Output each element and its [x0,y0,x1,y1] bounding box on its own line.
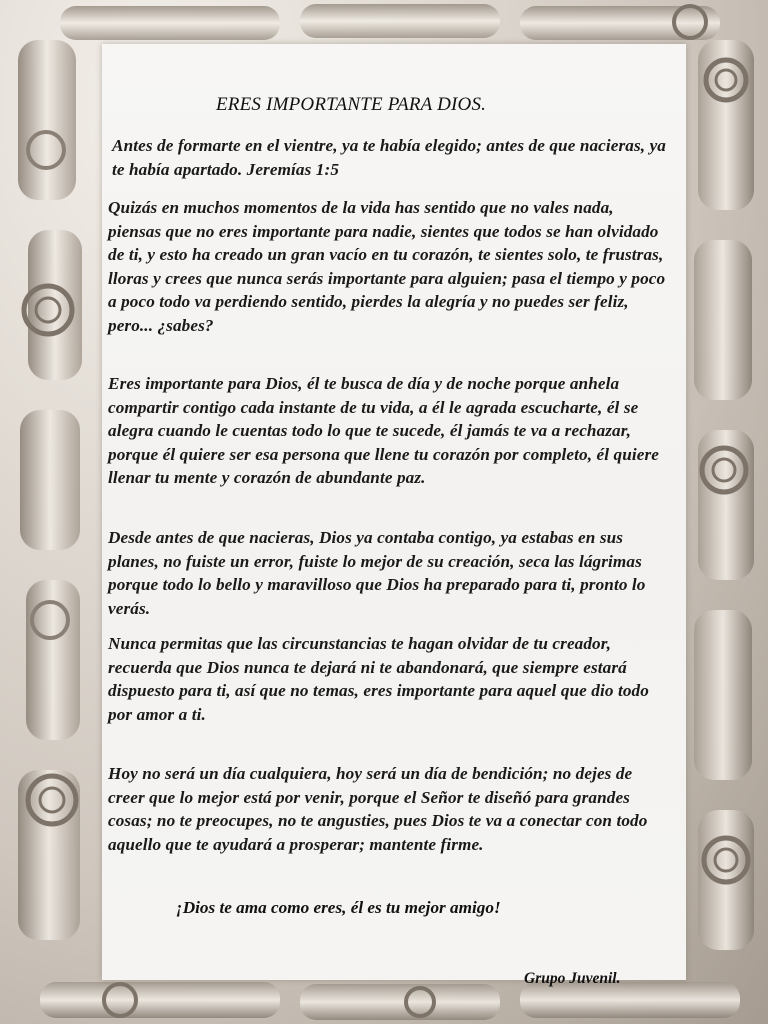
signature: Grupo Juvenil. [524,970,621,987]
paragraph-4: Nunca permitas que las circunstancias te hagan olvidar de tu creador, recuerda que Dios nunca te dejará ni te abandonará, que siempre estará dispuesto para ti, así que no temas, eres importante para aquel que dio todo por amor a ti. [108,634,649,724]
scroll-border-top [0,0,768,48]
paragraph-1-block [108,196,668,338]
paragraph-1: Quizás en muchos momentos de la vida has sentido que no vales nada, piensas que no eres importante para nadie, sientes que todos se han olvidado de ti, y esto ha creado un gran vacío en tu corazón, te sientes solo, te frustras, lloras y crees que nunca serás importante para alguien; pasa el tiempo y poco a poco todo va perdiendo sentido, pierdes la alegría y no puedes ser feliz, pero... ¿sabes? [108,198,666,335]
paragraph-5: Hoy no será un día cualquiera, hoy será un día de bendición; no dejes de creer que lo mejor está por venir, porque el Señor te diseñó para grandes cosas; no te preocupes, no te angusties, pues Dios te va a conectar con todo aquello que te ayudará a prosperar; mantente firme. [108,764,648,854]
paragraph-3: Desde antes de que nacieras, Dios ya contaba contigo, ya estabas en sus planes, no fuiste un error, fuiste lo mejor de su creación, seca las lágrimas porque todo lo bello y maravilloso que Dios ha preparado para ti, pronto lo verás. [108,528,646,618]
paragraph-4-block [108,632,668,726]
epigraph: Antes de formarte en el vientre, ya te había elegido; antes de que nacieras, ya te había apartado. Jeremías 1:5 [112,136,667,179]
closing-line: ¡Dios te ama como eres, él es tu mejor amigo! [176,898,501,917]
document-title: ERES IMPORTANTE PARA DIOS. [216,94,487,115]
paragraph-3-block [108,526,668,620]
scroll-border-right [684,0,768,1024]
paragraph-2: Eres importante para Dios, él te busca de día y de noche porque anhela compartir contigo cada instante de tu vida, a él le agrada escucharte, él se alegra cuando le cuentas todo lo que te sucede, él jamás te va a rechazar, porque él quiere ser esa persona que llene tu corazón por completo, él quiere llenar tu mente y corazón de abundante paz. [108,374,659,488]
paragraph-2-block [108,372,668,490]
scroll-border-left [0,0,104,1024]
epigraph-block [108,134,668,181]
paragraph-5-block [108,762,668,856]
